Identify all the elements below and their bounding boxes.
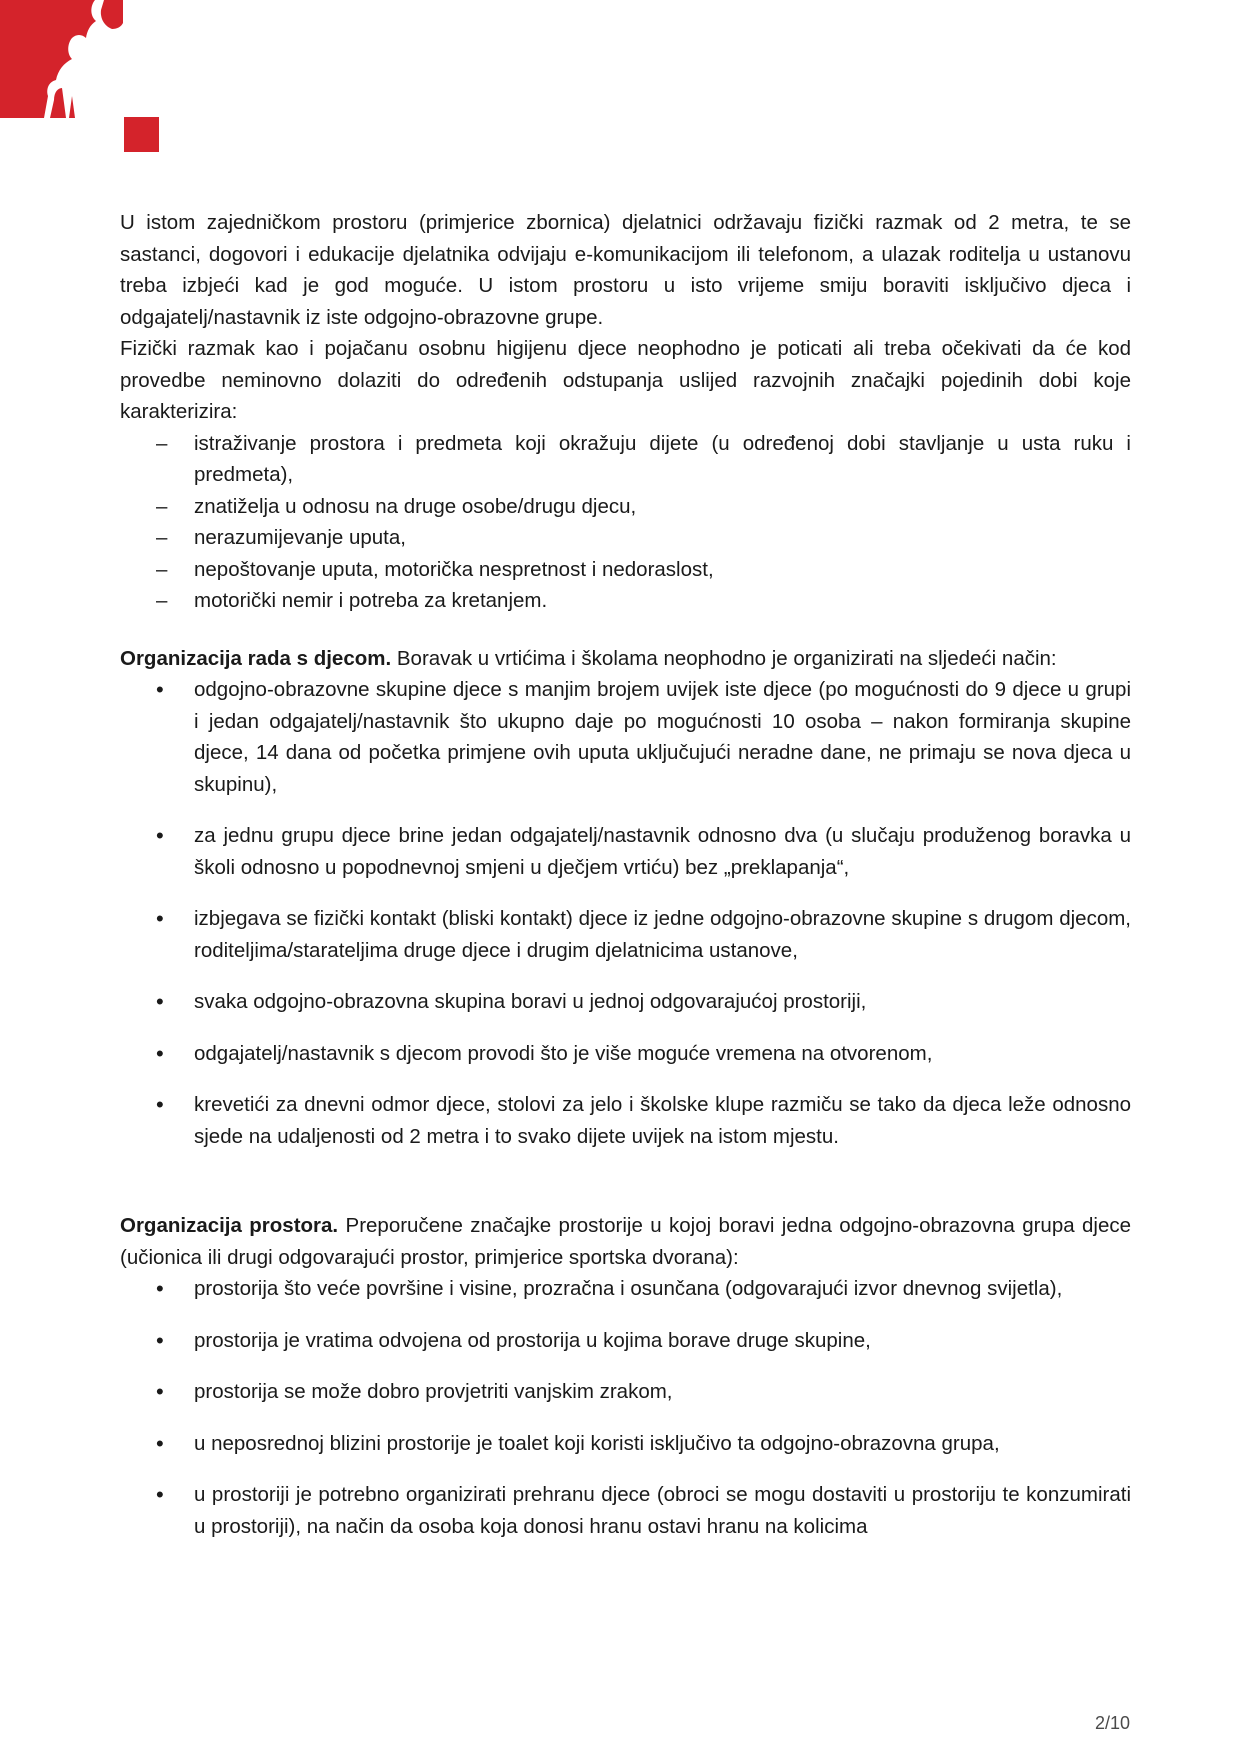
list-item: – znatiželja u odnosu na druge osobe/drugu djecu, (120, 491, 1131, 523)
list-item: – motorički nemir i potreba za kretanjem. (120, 585, 1131, 617)
page-number: 2/10 (1094, 1713, 1130, 1733)
space-organization-list (120, 1273, 1131, 1542)
section-paragraph (120, 1210, 1131, 1273)
list-item: • odgajatelj/nastavnik s djecom provodi što je više moguće vremena na otvorenom, (120, 1038, 1131, 1070)
list-item: • svaka odgojno-obrazovna skupina boravi u jednoj odgovarajućoj prostoriji, (120, 986, 1131, 1018)
list-item: • u neposrednoj blizini prostorije je toalet koji koristi isključivo ta odgojno-obrazovna grupa, (120, 1428, 1131, 1460)
list-item: • za jednu grupu djece brine jedan odgajatelj/nastavnik odnosno dva (u slučaju produženog boravka u školi odnosno u popodnevnoj smjeni u dječjem vrtiću) bez „preklapanja“, (120, 820, 1131, 883)
list-item: • u prostoriji je potrebno organizirati prehranu djece (obroci se mogu dostaviti u prostoriju te konzumirati u prostoriji), na način da osoba koja donosi hranu ostavi hranu na kolicima (120, 1479, 1131, 1542)
list-item: • odgojno-obrazovne skupine djece s manjim brojem uvijek iste djece (po mogućnosti do 9 djece u grupi i jedan odgajatelj/nastavnik što ukupno daje po mogućnosti 10 osoba – nakon formiranja skupine djece, 14 dana od početka primjene ovih uputa uključujući neradne dane, ne primaju se nova djeca u skupinu), (120, 674, 1131, 800)
work-organization-list (120, 674, 1131, 1152)
characteristics-list (120, 428, 1131, 617)
section-text: Preporučene značajke prostorije u kojoj boravi jedna odgojno-obrazovna grupa djece (učionica ili drugi odgovarajući prostor, primjerice sportska dvorana): (120, 1214, 1132, 1269)
section-paragraph (120, 643, 1131, 675)
document-body (120, 207, 1131, 1562)
list-item: • prostorija što veće površine i visine, prozračna i osunčana (odgovarajući izvor dnevnog svijetla), (120, 1273, 1131, 1305)
list-item: – istraživanje prostora i predmeta koji okražuju dijete (u određenoj dobi stavljanje u usta ruku i predmeta), (120, 428, 1131, 491)
list-item: – nepoštovanje uputa, motorička nespretnost i nedoraslost, (120, 554, 1131, 586)
list-item: – nerazumijevanje uputa, (120, 522, 1131, 554)
list-item: • prostorija je vratima odvojena od prostorija u kojima borave druge skupine, (120, 1325, 1131, 1357)
section-heading: Organizacija rada s djecom. (120, 646, 392, 670)
list-item: • izbjegava se fizički kontakt (bliski kontakt) djece iz jedne odgojno-obrazovne skupine s drugom djecom, roditeljima/starateljima druge djece i drugim djelatnicima ustanove, (120, 903, 1131, 966)
family-silhouette-logo (0, 0, 170, 160)
section-heading: Organizacija prostora. (120, 1214, 339, 1237)
list-item: • prostorija se može dobro provjetriti vanjskim zrakom, (120, 1376, 1131, 1408)
section-text: Boravak u vrtićima i školama neophodno je organizirati na sljedeći način: (391, 646, 1057, 670)
intro-paragraph: Fizički razmak kao i pojačanu osobnu higijenu djece neophodno je poticati ali treba očekivati da će kod provedbe neminovno dolaziti do određenih odstupanja uslijed razvojnih značajki pojedinih dobi koje karakterizira: (120, 337, 1131, 423)
intro-paragraph: U istom zajedničkom prostoru (primjerice zbornica) djelatnici održavaju fizički razmak od 2 metra, te se sastanci, dogovori i edukacije djelatnika odvijaju e-komunikacijom ili telefonom, a ulazak roditelja u ustanovu treba izbjeći kad je god moguće. U istom prostoru u isto vrijeme smiju boraviti isključivo djeca i odgajatelj/nastavnik iz iste odgojno-obrazovne grupe. (120, 211, 1131, 329)
list-item: • krevetići za dnevni odmor djece, stolovi za jelo i školske klupe razmiču se tako da djeca leže odnosno sjede na udaljenosti od 2 metra i to svako dijete uvijek na istom mjestu. (120, 1089, 1131, 1152)
